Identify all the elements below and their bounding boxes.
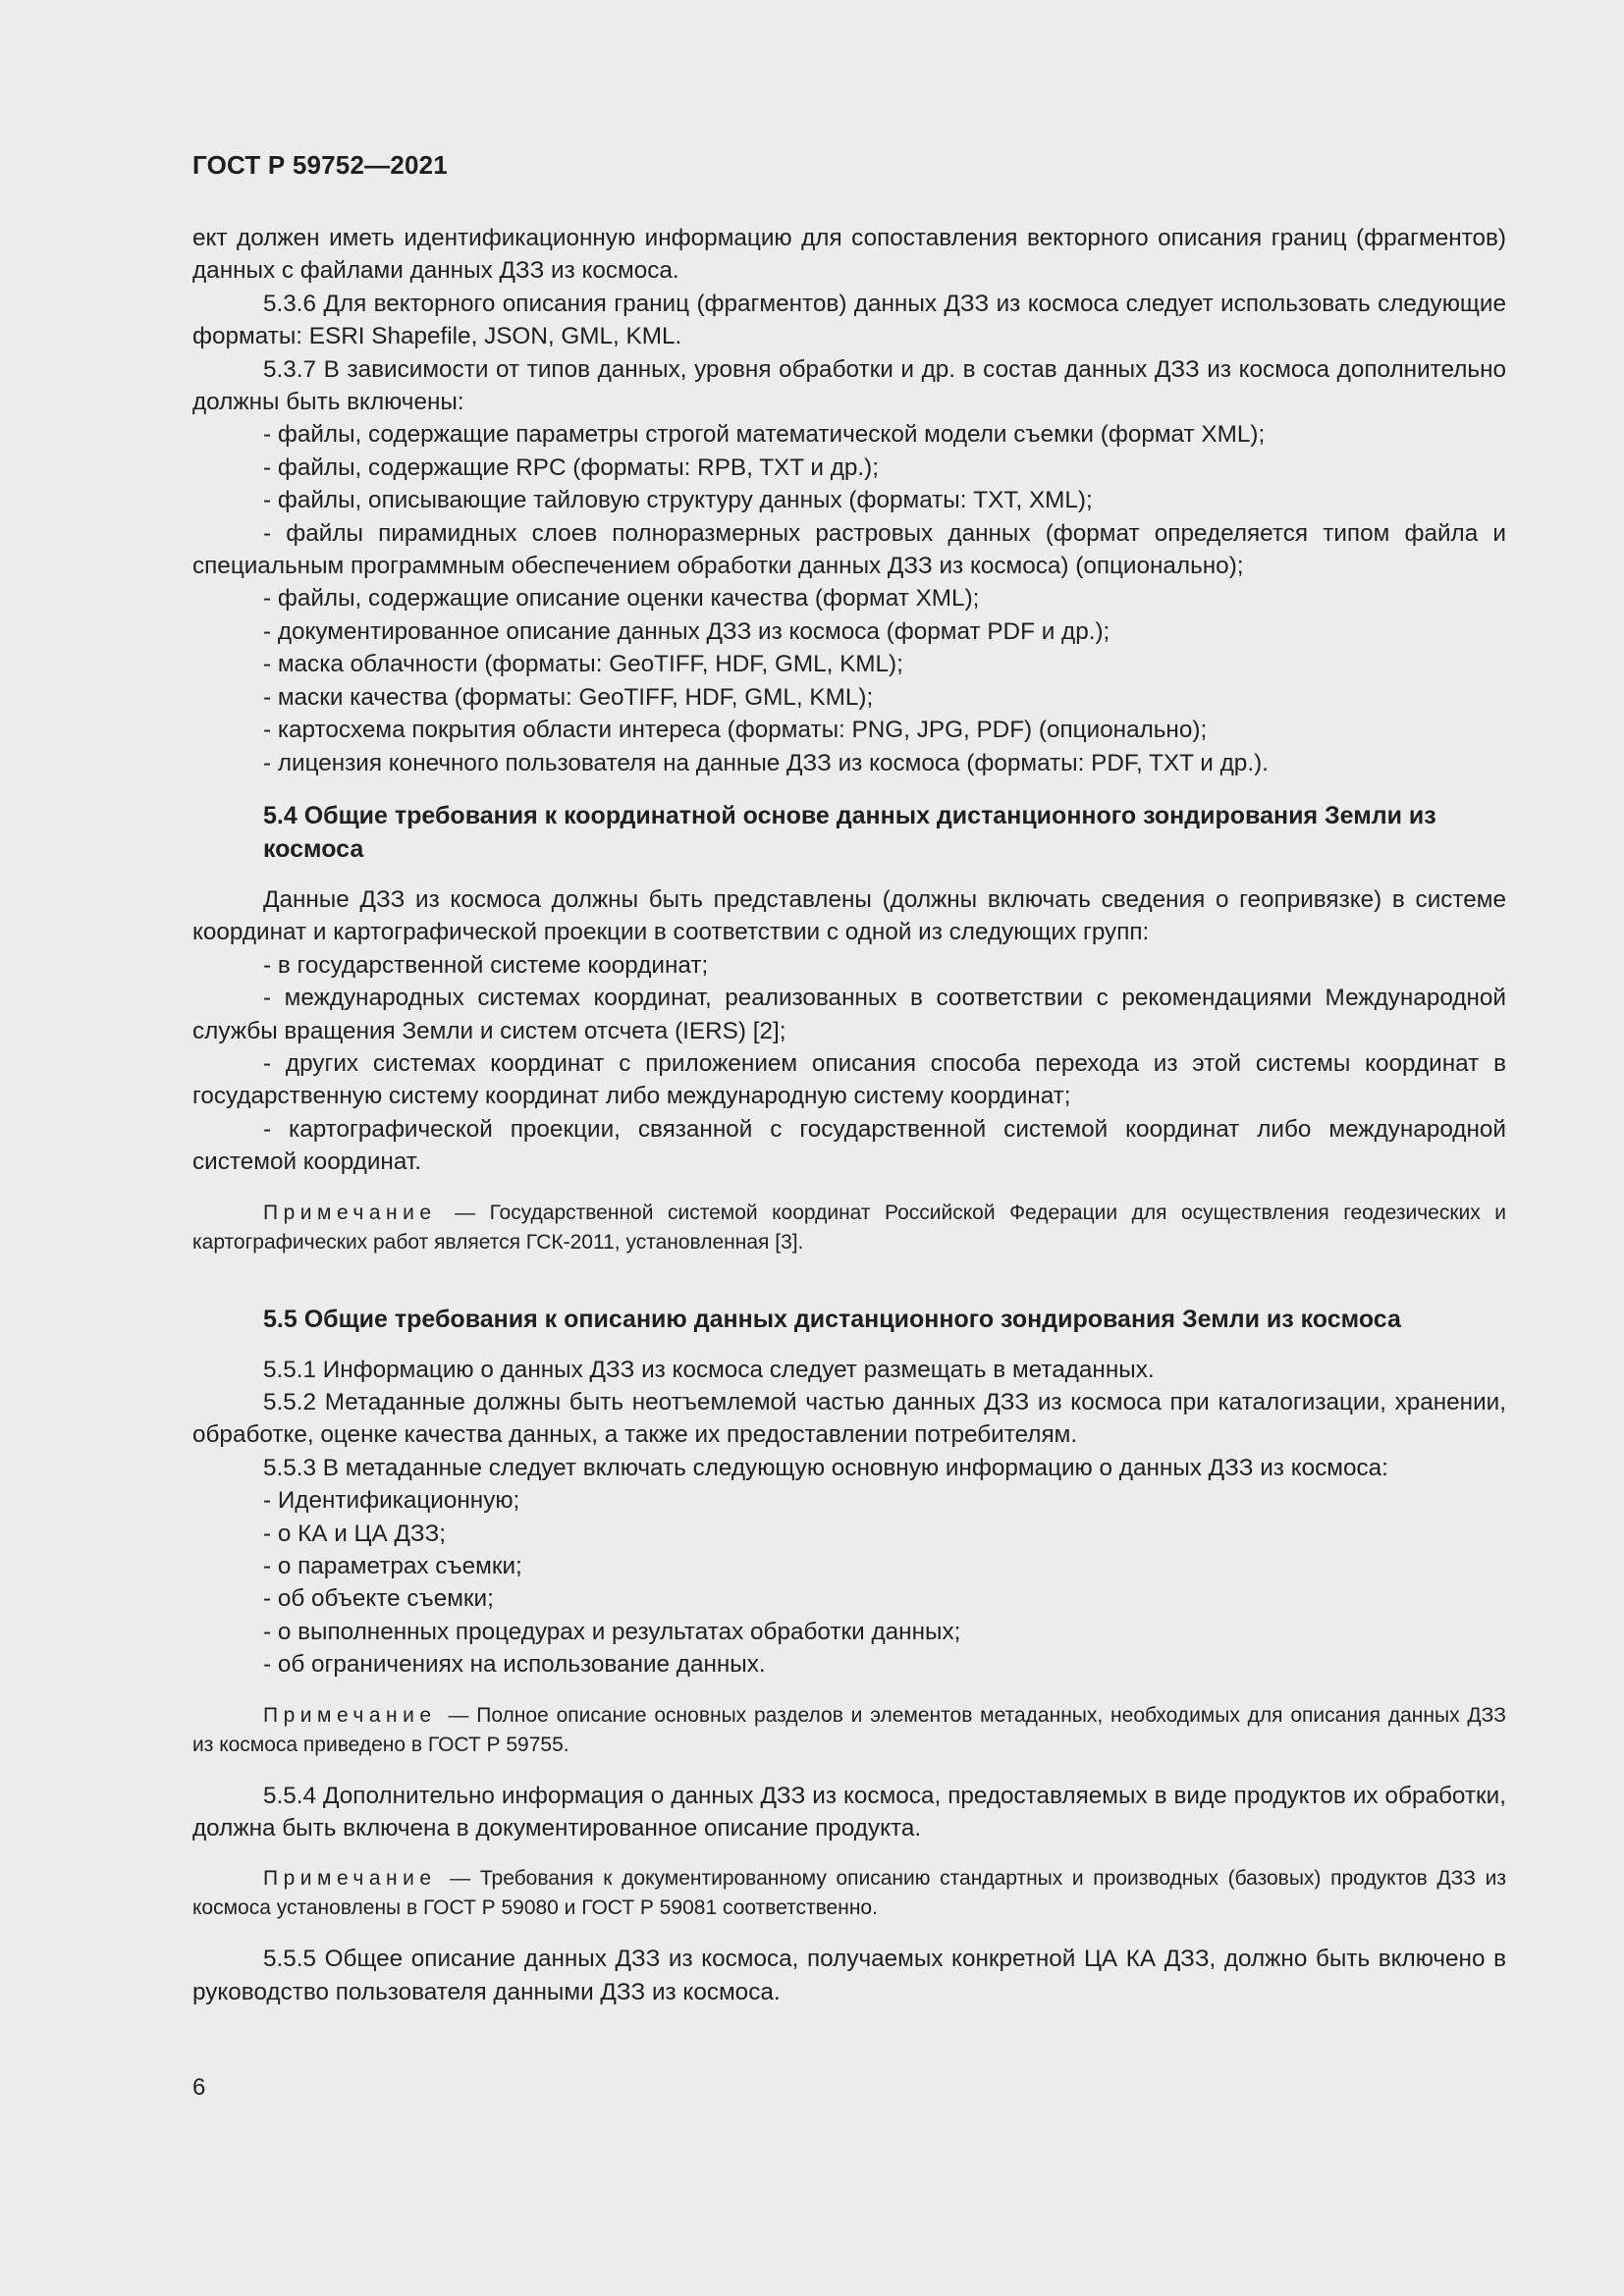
- list-item: - маска облачности (форматы: GeoTIFF, HDF, GML, KML);: [263, 651, 903, 678]
- list-item: - файлы, описывающие тайловую структуру данных (форматы: TXT, XML);: [263, 487, 1093, 514]
- paragraph-5-4: Данные ДЗЗ из космоса должны быть представлены (должны включать сведения о геопривязке) в системе координат и картографической проекции в соответствии с одной из следующих групп:: [192, 885, 1506, 946]
- list-item: - файлы, содержащие описание оценки качества (формат XML);: [263, 585, 980, 613]
- list-item: - маски качества (форматы: GeoTIFF, HDF, GML, KML);: [263, 683, 874, 711]
- list-item: - о КА и ЦА ДЗЗ;: [263, 1520, 447, 1547]
- paragraph-5-5-4: 5.5.4 Дополнительно информация о данных ДЗЗ из космоса, предоставляемых в виде продуктов их обработки, должна быть включена в документированное описание продукта.: [192, 1782, 1506, 1842]
- document-header: ГОСТ Р 59752—2021: [192, 150, 448, 180]
- note-text: — Полное описание основных разделов и элементов метаданных, необходимых для описания данных ДЗЗ из космоса приведено в ГОСТ Р 59755.: [192, 1703, 1506, 1756]
- list-item: - о параметрах съемки;: [263, 1553, 522, 1579]
- section-heading-5-5: 5.5 Общие требования к описанию данных дистанционного зондирования Земли из космоса: [263, 1305, 1401, 1333]
- list-item: - картографической проекции, связанной с государственной системой координат либо международной системой координат.: [192, 1115, 1506, 1176]
- paragraph-5-5-1: 5.5.1 Информацию о данных ДЗЗ из космоса следует размещать в метаданных.: [263, 1356, 1155, 1383]
- paragraph-continuation: ект должен иметь идентификационную информацию для сопоставления векторного описания границ (фрагментов) данных с файлами данных ДЗЗ из космоса.: [192, 225, 1506, 285]
- paragraph-5-5-3: 5.5.3 В метаданные следует включать следующую основную информацию о данных ДЗЗ из космоса:: [263, 1454, 1388, 1481]
- document-page: [192, 147, 1506, 2008]
- list-item: - лицензия конечного пользователя на данные ДЗЗ из космоса (форматы: PDF, TXT и др.).: [263, 749, 1269, 776]
- paragraph-5-3-7: 5.3.7 В зависимости от типов данных, уровня обработки и др. в состав данных ДЗЗ из космоса дополнительно должны быть включены:: [192, 355, 1506, 416]
- note-label: Примечание: [263, 1867, 437, 1891]
- paragraph-5-5-2: 5.5.2 Метаданные должны быть неотъемлемой частью данных ДЗЗ из космоса при каталогизации, хранении, обработке, оценке качества данных, а также их предоставлении потребителям.: [192, 1388, 1506, 1449]
- list-item: - документированное описание данных ДЗЗ из космоса (формат PDF и др.);: [263, 617, 1110, 645]
- note-label: Примечание: [263, 1703, 437, 1727]
- list-item: - файлы, содержащие параметры строгой математической модели съемки (формат XML);: [263, 421, 1266, 449]
- list-item: - Идентификационную;: [263, 1487, 520, 1515]
- list-item: - других системах координат с приложением описания способа перехода из этой системы координат в государственную систему координат либо международную систему координат;: [192, 1049, 1506, 1110]
- paragraph-5-3-6: 5.3.6 Для векторного описания границ (фрагментов) данных ДЗЗ из космоса следует использовать следующие форматы: ESRI Shapefile, JSON, GML, KML.: [192, 290, 1506, 350]
- note-label: Примечание: [263, 1201, 437, 1224]
- list-item: - в государственной системе координат;: [263, 951, 709, 979]
- list-item: - международных системах координат, реализованных в соответствии с рекомендациями Международной службы вращения Земли и систем отсчета (IERS) [2];: [192, 985, 1506, 1044]
- paragraph-5-5-5: 5.5.5 Общее описание данных ДЗЗ из космоса, получаемых конкретной ЦА КА ДЗЗ, должно быть включено в руководство пользователя данными ДЗЗ из космоса.: [192, 1946, 1506, 2005]
- note: [192, 1864, 1506, 1923]
- list-item: - файлы пирамидных слоев полноразмерных растровых данных (формат определяется типом файла и специальным программным обеспечением обработки данных ДЗЗ из космоса) (опционально);: [192, 519, 1506, 580]
- list-item: - об объекте съемки;: [263, 1585, 494, 1613]
- note-text: — Государственной системой координат Российской Федерации для осуществления геодезических и картографических работ является ГСК-2011, установленная [3].: [192, 1201, 1506, 1254]
- note: [192, 1701, 1506, 1760]
- note-text: — Требования к документированному описанию стандартных и производных (базовых) продуктов ДЗЗ из космоса установлены в ГОСТ Р 59080 и ГОСТ Р 59081 соответственно.: [192, 1867, 1506, 1920]
- section-heading-5-4: 5.4 Общие требования к координатной основе данных дистанционного зондирования Земли из космоса: [263, 801, 1436, 863]
- note: [192, 1199, 1506, 1257]
- list-item: - о выполненных процедурах и результатах обработки данных;: [263, 1618, 961, 1645]
- page-number: 6: [192, 2074, 206, 2101]
- list-item: - об ограничениях на использование данных.: [263, 1651, 766, 1679]
- list-item: - картосхема покрытия области интереса (форматы: PNG, JPG, PDF) (опционально);: [263, 717, 1208, 744]
- list-item: - файлы, содержащие RPC (форматы: RPB, TXT и др.);: [263, 454, 880, 481]
